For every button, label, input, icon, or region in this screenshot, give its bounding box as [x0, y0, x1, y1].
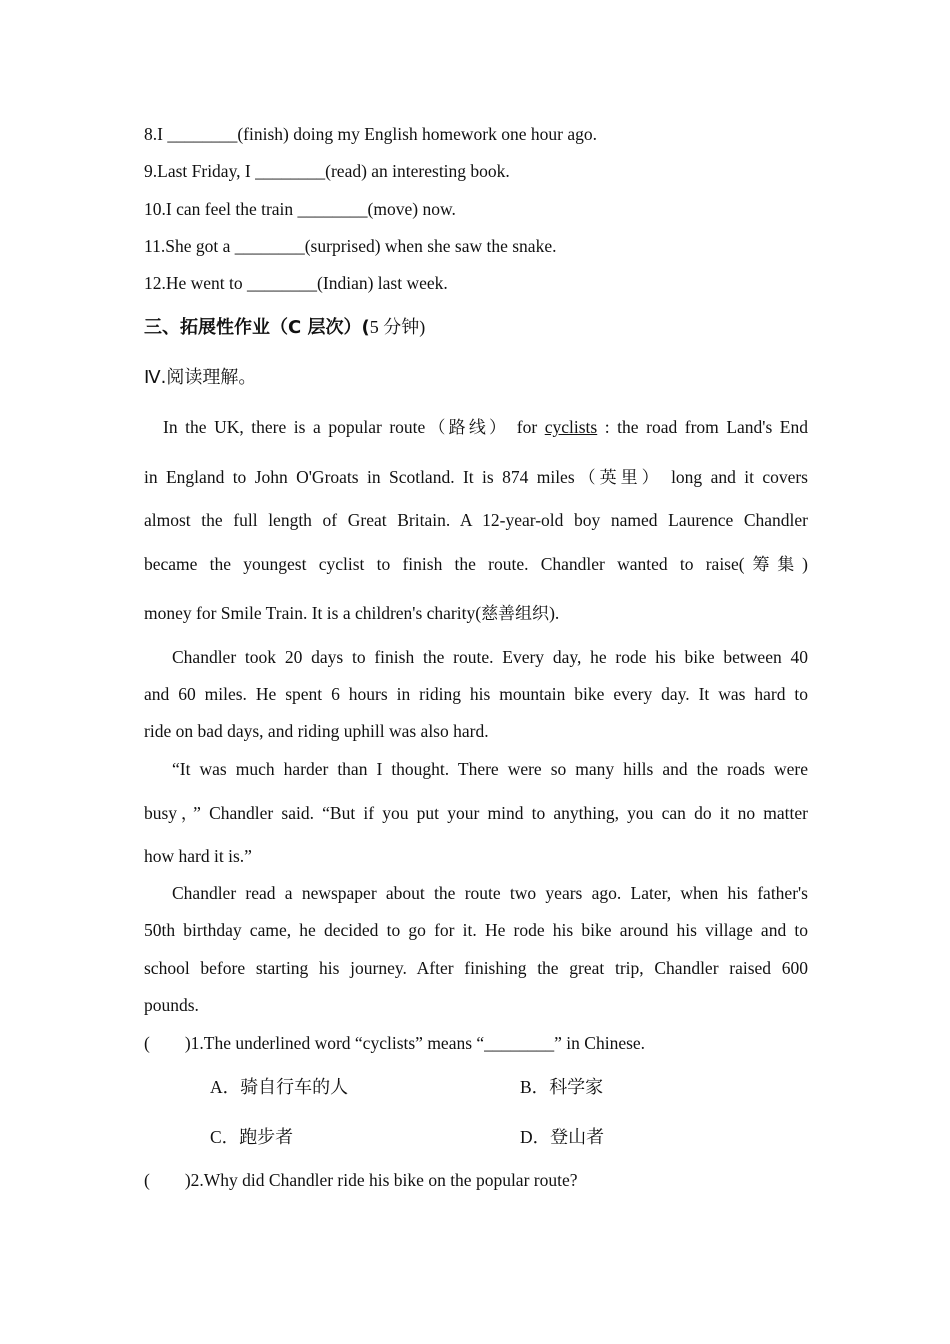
passage-p3-line1: “It was much harder than I thought. There were so many hills and the roads were [172, 759, 808, 779]
option-a[interactable]: A．骑自行车的人 [210, 1077, 349, 1098]
passage-p2-line1: Chandler took 20 days to finish the route. Every day, he rode his bike between 40 [172, 647, 808, 667]
passage-p4-line1: Chandler read a newspaper about the route two years ago. Later, when his father's [172, 883, 808, 903]
answer-blank[interactable]: ________ [297, 199, 368, 219]
passage-p1-line5: money for Smile Train. It is a children's charity(慈善组织). [144, 603, 560, 624]
passage-p2-line2: and 60 miles. He spent 6 hours in riding his mountain bike every day. It was hard to [144, 684, 808, 704]
passage-p3-line2: busy，” Chandler said. “But if you put your mind to anything, you can do it no matter [144, 803, 809, 824]
question-2: ( )2.Why did Chandler ride his bike on the popular route? [144, 1170, 578, 1190]
exercise-12: 12.He went to ________(Indian) last week. [144, 273, 448, 293]
answer-blank[interactable]: ________ [234, 236, 305, 256]
exercise-9: 9.Last Friday, I ________(read) an interesting book. [144, 161, 510, 181]
passage-p2-line3: ride on bad days, and riding uphill was also hard. [144, 721, 489, 741]
exercise-10: 10.I can feel the train ________(move) now. [144, 199, 456, 219]
reading-heading: Ⅳ.阅读理解。 [144, 367, 257, 388]
passage-p1-line2: in England to John O'Groats in Scotland. It is 874 miles（英里） long and it covers [144, 467, 808, 488]
passage-p1-line1: In the UK, there is a popular route（路线） for cyclists : the road from Land's End [163, 417, 809, 438]
exercise-11: 11.She got a ________(surprised) when she saw the snake. [144, 236, 557, 256]
underlined-word: cyclists [544, 417, 598, 437]
passage-p1-line4: became the youngest cyclist to finish the route. Chandler wanted to raise(筹集) [144, 554, 808, 575]
option-c[interactable]: C．跑步者 [210, 1127, 294, 1148]
passage-p4-line2: 50th birthday came, he decided to go for it. He rode his bike around his village and to [144, 920, 808, 940]
passage-p4-line4: pounds. [144, 995, 199, 1015]
option-b[interactable]: B．科学家 [520, 1077, 604, 1098]
answer-blank[interactable]: ________ [247, 273, 318, 293]
question-1: ( )1.The underlined word “cyclists” means “________” in Chinese. [144, 1033, 646, 1053]
option-d[interactable]: D．登山者 [520, 1127, 605, 1148]
section-heading: 三、拓展性作业（C 层次）(5 分钟) [144, 317, 426, 338]
answer-blank[interactable]: ________ [167, 124, 238, 144]
exercise-8: 8.I ________(finish) doing my English homework one hour ago. [144, 124, 598, 144]
passage-p4-line3: school before starting his journey. After finishing the great trip, Chandler raised 600 [144, 958, 808, 978]
answer-blank[interactable]: ________ [255, 161, 326, 181]
passage-p3-line3: how hard it is.” [144, 846, 252, 866]
passage-p1-line3: almost the full length of Great Britain. A 12-year-old boy named Laurence Chandler [144, 510, 808, 530]
